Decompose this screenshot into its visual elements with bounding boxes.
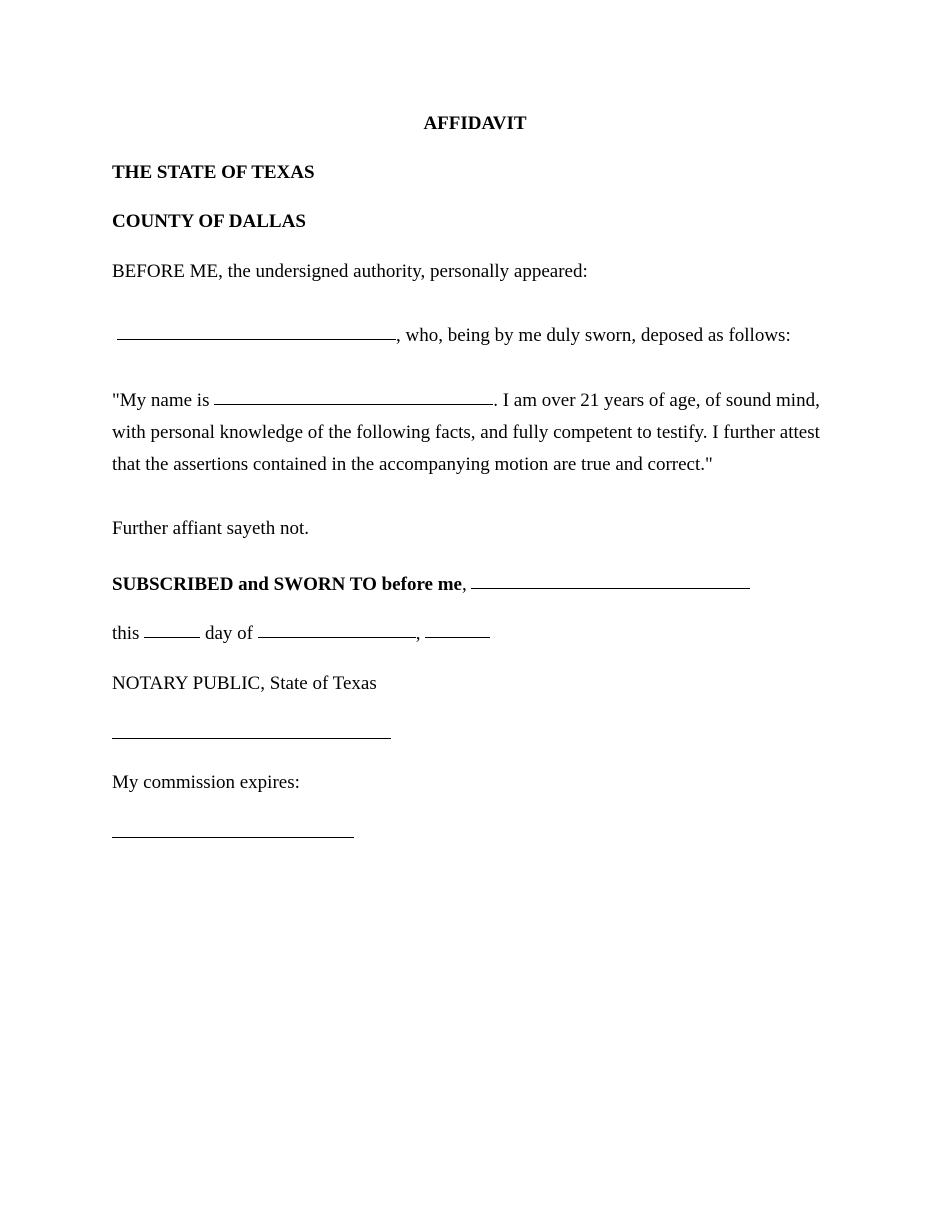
- affiant-name-line: [117, 326, 791, 345]
- before-me-text: BEFORE ME, the undersigned authority, personally appeared:: [112, 261, 588, 282]
- date-this: this: [112, 623, 145, 644]
- statement-line-1: [112, 391, 820, 410]
- statement-line-2: with personal knowledge of the following facts, and fully competent to testify. I further attest: [112, 422, 820, 443]
- statement-line-3: that the assertions contained in the accompanying motion are true and correct.": [112, 454, 713, 475]
- statement-prefix: "My name is: [112, 390, 215, 411]
- county-heading: COUNTY OF DALLAS: [112, 211, 306, 232]
- subscribed-comma: ,: [461, 574, 472, 595]
- notary-signature-line: [112, 738, 391, 739]
- date-day-of: day of: [200, 623, 258, 644]
- affidavit-title: AFFIDAVIT: [423, 113, 527, 134]
- my-name-blank: [214, 403, 493, 405]
- month-blank: [258, 636, 416, 638]
- state-heading: THE STATE OF TEXAS: [112, 162, 315, 183]
- notary-public-text: NOTARY PUBLIC, State of Texas: [112, 673, 377, 694]
- day-blank: [144, 636, 200, 638]
- commission-date-line: [112, 837, 354, 838]
- statement-line1-suffix: . I am over 21 years of age, of sound mind,: [493, 390, 820, 411]
- deposed-text: , who, being by me duly sworn, deposed as follows:: [396, 325, 791, 346]
- commission-expires-text: My commission expires:: [112, 772, 300, 793]
- year-blank: [425, 636, 490, 638]
- date-comma: ,: [415, 623, 426, 644]
- date-line: [112, 624, 490, 643]
- affiant-name-blank: [117, 338, 396, 340]
- officer-name-blank: [471, 587, 750, 589]
- subscribed-bold-text: SUBSCRIBED and SWORN TO before me: [112, 574, 462, 595]
- subscribed-line: [112, 575, 750, 594]
- further-affiant-text: Further affiant sayeth not.: [112, 518, 309, 539]
